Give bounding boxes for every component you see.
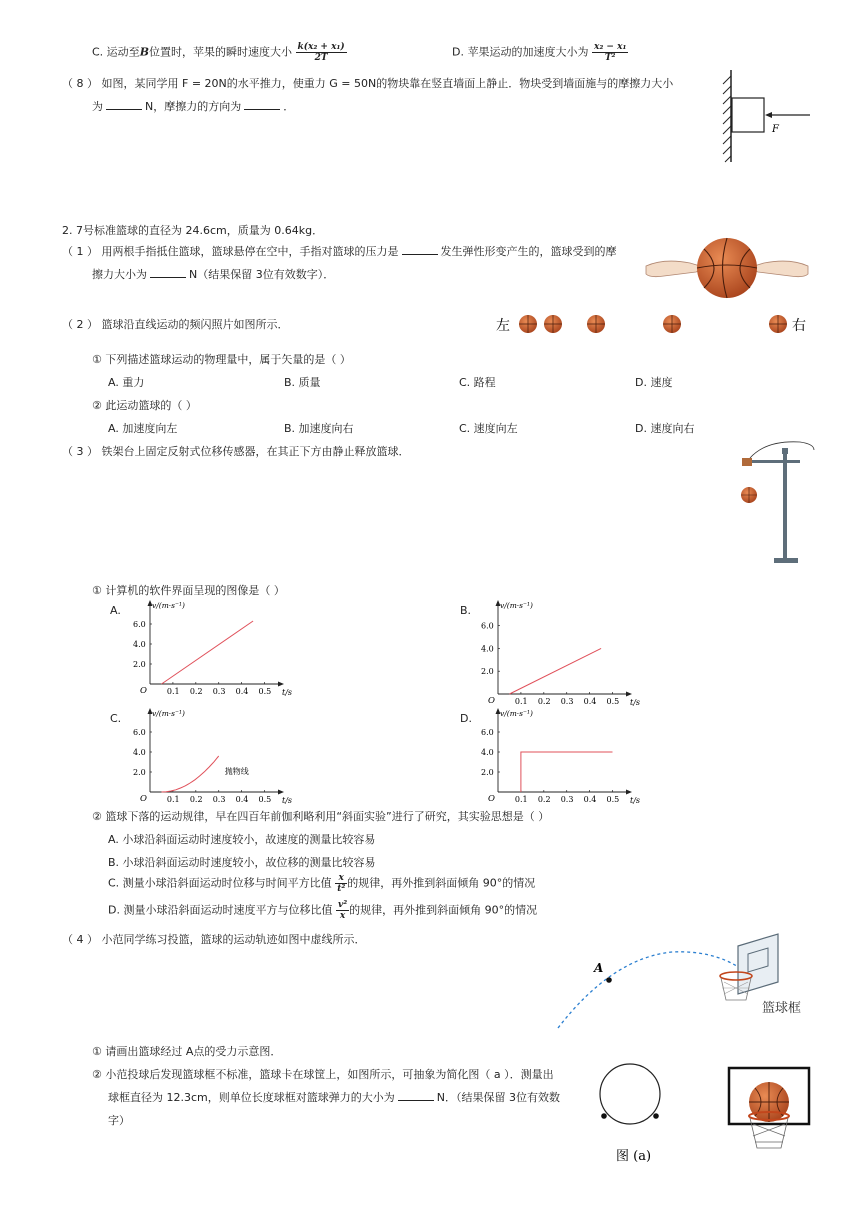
x-tick-label: 0.1	[166, 687, 180, 696]
answer-blank[interactable]	[244, 99, 280, 110]
option[interactable]: A. 加速度向左	[108, 422, 178, 435]
p2-q2-sub1: ① 下列描述篮球运动的物理量中，属于矢量的是（ ）	[92, 353, 351, 366]
basketball	[697, 238, 757, 298]
x-tick-label: 0.2	[537, 697, 551, 706]
y-axis-label: v/(m·s⁻¹)	[500, 601, 533, 610]
p2-q3-sub1: ① 计算机的软件界面呈现的图像是（ ）	[92, 584, 285, 597]
chart-b	[476, 598, 641, 708]
y-axis-label: v/(m·s⁻¹)	[152, 601, 185, 610]
p2-q4: （ 4 ） 小范同学练习投篮，篮球的运动轨迹如图中虚线所示．	[62, 933, 366, 946]
y-tick-label: 6.0	[481, 621, 494, 631]
y-tick-label: 6.0	[481, 728, 494, 737]
y-tick-label: 2.0	[481, 768, 494, 777]
y-tick-label: 6.0	[133, 620, 146, 629]
fingers-basketball-figure	[644, 236, 810, 302]
x-tick-label: 0.1	[514, 795, 528, 804]
ball-outline	[600, 1064, 660, 1124]
series-line	[521, 752, 613, 792]
p2-q1-line1: （ 1 ） 用两根手指抵住篮球，篮球悬停在空中，手指对篮球的压力是 发生弹性形变产生的，篮球受到的摩	[62, 245, 617, 258]
y-axis-label: v/(m·s⁻¹)	[152, 709, 185, 718]
p2-q4-sub2-line2: 球框直径为 12.3cm，则单位长度球框对篮球弹力的大小为 N．（结果保留 3位有效数	[108, 1091, 560, 1104]
p2-q4-sub2-line3: 字）	[108, 1114, 130, 1127]
q7-option-c: C. 运动至B位置时，苹果的瞬时速度大小 $\frac{\text{k(x₂ + x₁)}}{2T}$	[92, 42, 345, 63]
option[interactable]: A. 重力	[108, 376, 145, 389]
fraction: $\frac{x}{\text{t²}}$	[337, 873, 346, 894]
hoop-contact-left	[601, 1113, 607, 1119]
x-tick-label: 0.4	[235, 795, 249, 804]
option[interactable]: D. 测量小球沿斜面运动时速度平方与位移比值 $\frac{\text{v²}}{x}$ 的规律，再外推到斜面倾角 90°的情况	[108, 900, 538, 921]
answer-blank[interactable]	[398, 1090, 434, 1101]
x-tick-label: 0.2	[189, 687, 203, 696]
series-line	[162, 621, 254, 684]
iron-stand-figure	[736, 436, 816, 570]
chart-option-label[interactable]: D.	[460, 712, 472, 725]
series-line	[162, 756, 219, 792]
label-left: 左	[496, 318, 510, 334]
x-axis-label: t/s	[630, 796, 641, 805]
x-tick-label: 0.4	[583, 795, 597, 804]
p2-q2: （ 2 ） 篮球沿直线运动的频闪照片如图所示．	[62, 318, 289, 331]
wall-block-figure	[712, 68, 822, 166]
x-tick-label: 0.3	[560, 697, 574, 706]
chart-option-label[interactable]: B.	[460, 604, 472, 617]
x-tick-label: 0.5	[258, 687, 272, 696]
chart-option-label[interactable]: A.	[110, 604, 121, 617]
p2-q1-line2: 擦力大小为 N（结果保留 3位有效数字）．	[92, 268, 335, 281]
y-tick-label: 6.0	[133, 728, 146, 737]
x-tick-label: 0.3	[212, 687, 226, 696]
x-tick-label: 0.5	[606, 697, 620, 706]
point-a-label: A	[594, 961, 604, 975]
x-tick-label: 0.3	[212, 795, 226, 804]
p2-q4-sub1: ① 请画出篮球经过 A点的受力示意图．	[92, 1045, 282, 1058]
y-tick-label: 4.0	[133, 748, 146, 757]
x-tick-label: 0.1	[514, 697, 528, 706]
point-a	[606, 977, 612, 983]
option[interactable]: D. 速度	[635, 376, 673, 389]
x-axis-arrow	[626, 790, 632, 795]
origin-label: O	[140, 794, 147, 804]
origin-label: O	[488, 696, 495, 706]
x-tick-label: 0.4	[583, 697, 597, 706]
p2-q3: （ 3 ） 铁架台上固定反射式位移传感器，在其正下方由静止释放篮球．	[62, 445, 410, 458]
y-tick-label: 4.0	[481, 748, 494, 757]
p2-q3-sub2: ② 篮球下落的运动规律，早在四百年前伽利略利用“斜面实验”进行了研究，其实验思想是（ ）	[92, 810, 550, 823]
y-axis-label: v/(m·s⁻¹)	[500, 709, 533, 718]
basketball-hoop	[720, 934, 778, 1000]
stuck-basketball-figure	[727, 1066, 811, 1150]
x-axis-label: t/s	[282, 688, 293, 697]
stand-base	[774, 558, 798, 563]
x-tick-label: 0.1	[166, 795, 180, 804]
left-hand	[646, 261, 701, 277]
option[interactable]: B. 加速度向右	[284, 422, 354, 435]
y-tick-label: 4.0	[481, 644, 494, 654]
x-axis-label: t/s	[630, 698, 641, 707]
option[interactable]: C. 路程	[459, 376, 496, 389]
figure-a-label: 图 (a)	[616, 1149, 652, 1164]
option[interactable]: A. 小球沿斜面运动时速度较小，故速度的测量比较容易	[108, 833, 376, 846]
chart-c	[128, 706, 293, 806]
q8-line2: 为 N，摩擦力的方向为 ．	[92, 100, 295, 113]
answer-blank[interactable]	[106, 99, 142, 110]
y-tick-label: 2.0	[133, 660, 146, 669]
stand-rod	[783, 452, 787, 560]
chart-d	[476, 706, 641, 806]
x-axis-label: t/s	[282, 796, 293, 805]
trajectory-dashed-line	[558, 952, 740, 1028]
x-tick-label: 0.5	[606, 795, 620, 804]
x-axis-arrow	[278, 790, 284, 795]
chart-a	[128, 598, 293, 698]
series-line	[510, 648, 602, 694]
x-tick-label: 0.2	[537, 795, 551, 804]
q7-option-d: D. 苹果运动的加速度大小为 $\frac{\text{x₂ − x₁}}{\text{T²}}$	[452, 42, 627, 63]
hoop-contact-right	[653, 1113, 659, 1119]
curve-annotation: 抛物线	[224, 767, 249, 776]
x-axis-arrow	[278, 682, 284, 687]
y-tick-label: 4.0	[133, 640, 146, 649]
option[interactable]: B. 质量	[284, 376, 321, 389]
label-right: 右	[792, 318, 806, 334]
x-axis-arrow	[626, 692, 632, 697]
p2-q2-sub2: ② 此运动篮球的（ ）	[92, 399, 197, 412]
chart-option-label[interactable]: C.	[110, 712, 122, 725]
option[interactable]: C. 测量小球沿斜面运动时位移与时间平方比值 $\frac{x}{\text{t²}}$ 的规律，再外推到斜面倾角 90°的情况	[108, 873, 536, 894]
right-hand	[754, 261, 809, 277]
answer-blank[interactable]	[150, 267, 186, 278]
origin-label: O	[140, 686, 147, 696]
x-tick-label: 0.3	[560, 795, 574, 804]
answer-blank[interactable]	[402, 244, 438, 255]
trajectory-figure	[552, 928, 812, 1032]
q7-option-d-fraction: $\frac{\text{x₂ − x₁}}{\text{T²}}$	[593, 42, 627, 63]
q7-option-c-fraction: $\frac{\text{k(x₂ + x₁)}}{2T}$	[297, 42, 345, 63]
origin-label: O	[488, 794, 495, 804]
y-tick-label: 2.0	[133, 768, 146, 777]
x-tick-label: 0.5	[258, 795, 272, 804]
block	[732, 98, 764, 132]
option[interactable]: D. 速度向右	[635, 422, 695, 435]
x-tick-label: 0.2	[189, 795, 203, 804]
force-label: F	[772, 124, 779, 135]
option[interactable]: C. 速度向左	[459, 422, 518, 435]
x-tick-label: 0.4	[235, 687, 249, 696]
strobe-balls	[519, 315, 787, 333]
strobe-photo	[492, 310, 812, 338]
p2-title: 2. 7号标准篮球的直径为 24.6cm，质量为 0.64kg．	[62, 224, 324, 237]
hoop-label: 篮球框	[762, 1001, 802, 1016]
option[interactable]: B. 小球沿斜面运动时速度较小，故位移的测量比较容易	[108, 856, 376, 869]
y-tick-label: 2.0	[481, 667, 494, 677]
p2-q4-sub2-line1: ② 小范投球后发现篮球框不标准，篮球卡在球筐上，如图所示，可抽象为简化图（ a ）．测量出	[92, 1068, 554, 1081]
fraction: $\frac{\text{v²}}{x}$	[337, 900, 348, 921]
q8-line1: （ 8 ） 如图，某同学用 F = 20N的水平推力，使重力 G = 50N的物块靠在竖直墙面上静止．物块受到墙面施与的摩擦力大小	[62, 77, 674, 90]
simplified-figure-a	[594, 1062, 674, 1168]
displacement-sensor	[742, 458, 752, 466]
